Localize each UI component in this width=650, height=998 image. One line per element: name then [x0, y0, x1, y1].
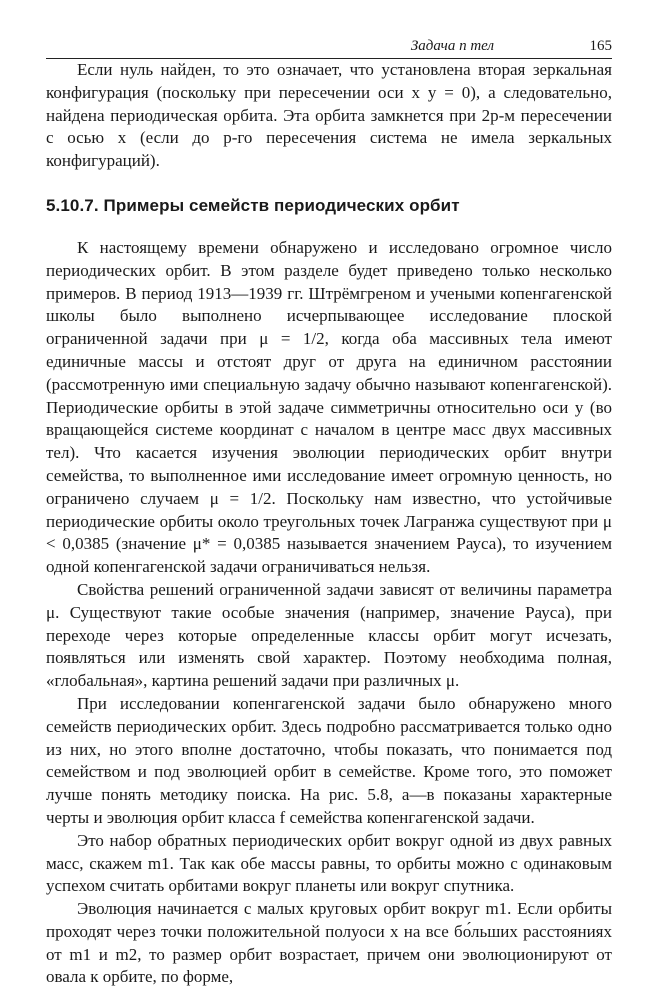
page-number: 165 — [589, 38, 612, 54]
intro-paragraph: Если нуль найден, то это означает, что установлена вторая зеркальная конфигурация (поскольку при пересечении оси x y = 0), а следовательно, найдена периодическая орбита. Эта орбита замкнется при 2p-м пересечении с осью x (если до p-го пересечения система не имела зеркальных конфигураций). — [46, 60, 612, 171]
body-paragraph-5: Эволюция начинается с малых круговых орбит вокруг m1. Если орбиты проходят через точки положительной полуоси x на все бо́льших расстояниях от m1 и m2, то размер орбит возрастает, причем они эволюционируют от овала к орбите, по форме, — [46, 899, 612, 987]
section-heading: 5.10.7. Примеры семейств периодических орбит — [46, 195, 460, 215]
body-paragraph-2: Свойства решений ограниченной задачи зависят от величины параметра μ. Существуют такие особые значения (например, значение Рауса), при переходе через которые определенные классы орбит могут исчезать, появляться или изменять свой характер. Поэтому необходима полная, «глобальная», картина решений задачи при различных μ. — [46, 579, 612, 691]
body-paragraph-3: При исследовании копенгагенской задачи было обнаружено много семейств периодических орбит. Здесь подробно рассматривается только одно из них, но этого вполне достаточно, чтобы показать, что понимается под семейством и под эволюцией орбит в семействе. Кроме того, это поможет лучше понять методику поиска. На рис. 5.8, а—в показаны характерные черты и эволюция орбит класса f семейства копенгагенской задачи. — [46, 693, 612, 827]
body-paragraph-4: Это набор обратных периодических орбит вокруг одной из двух равных масс, скажем m1. Так как обе массы равны, то орбиты можно с одинаковым успехом считать орбитами вокруг планеты или вокруг спутника. — [46, 830, 612, 896]
body-paragraph-1: К настоящему времени обнаружено и исследовано огромное число периодических орбит. В этом разделе будет приведено только несколько примеров. В период 1913—1939 гг. Штрёмгреном и учеными копенгагенской школы было выполнено исчерпывающее исследование плоской ограниченной задачи при μ = 1/2, когда оба массивных тела имеют единичные массы и отстоят друг от друга на единичном расстоянии (рассмотренную ими специальную задачу обычно называют копенгагенской). Периодические орбиты в этой задаче симметричны относительно оси y (во вращающейся системе координат с началом в центре масс двух массивных тел). Что касается изучения эволюции периодических орбит внутри семейства, то выполненное ими исследование имеет огромную ценность, но ограничено случаем μ = 1/2. Поскольку нам известно, что устойчивые периодические орбиты около треугольных точек Лагранжа существуют при μ < 0,0385 (значение μ* = 0,0385 называется значением Рауса), то изучением одной копенгагенской задачи ограничиваться нельзя. — [46, 237, 612, 577]
book-page — [46, 36, 612, 986]
running-head — [46, 36, 612, 59]
running-title: Задача n тел — [410, 38, 494, 54]
